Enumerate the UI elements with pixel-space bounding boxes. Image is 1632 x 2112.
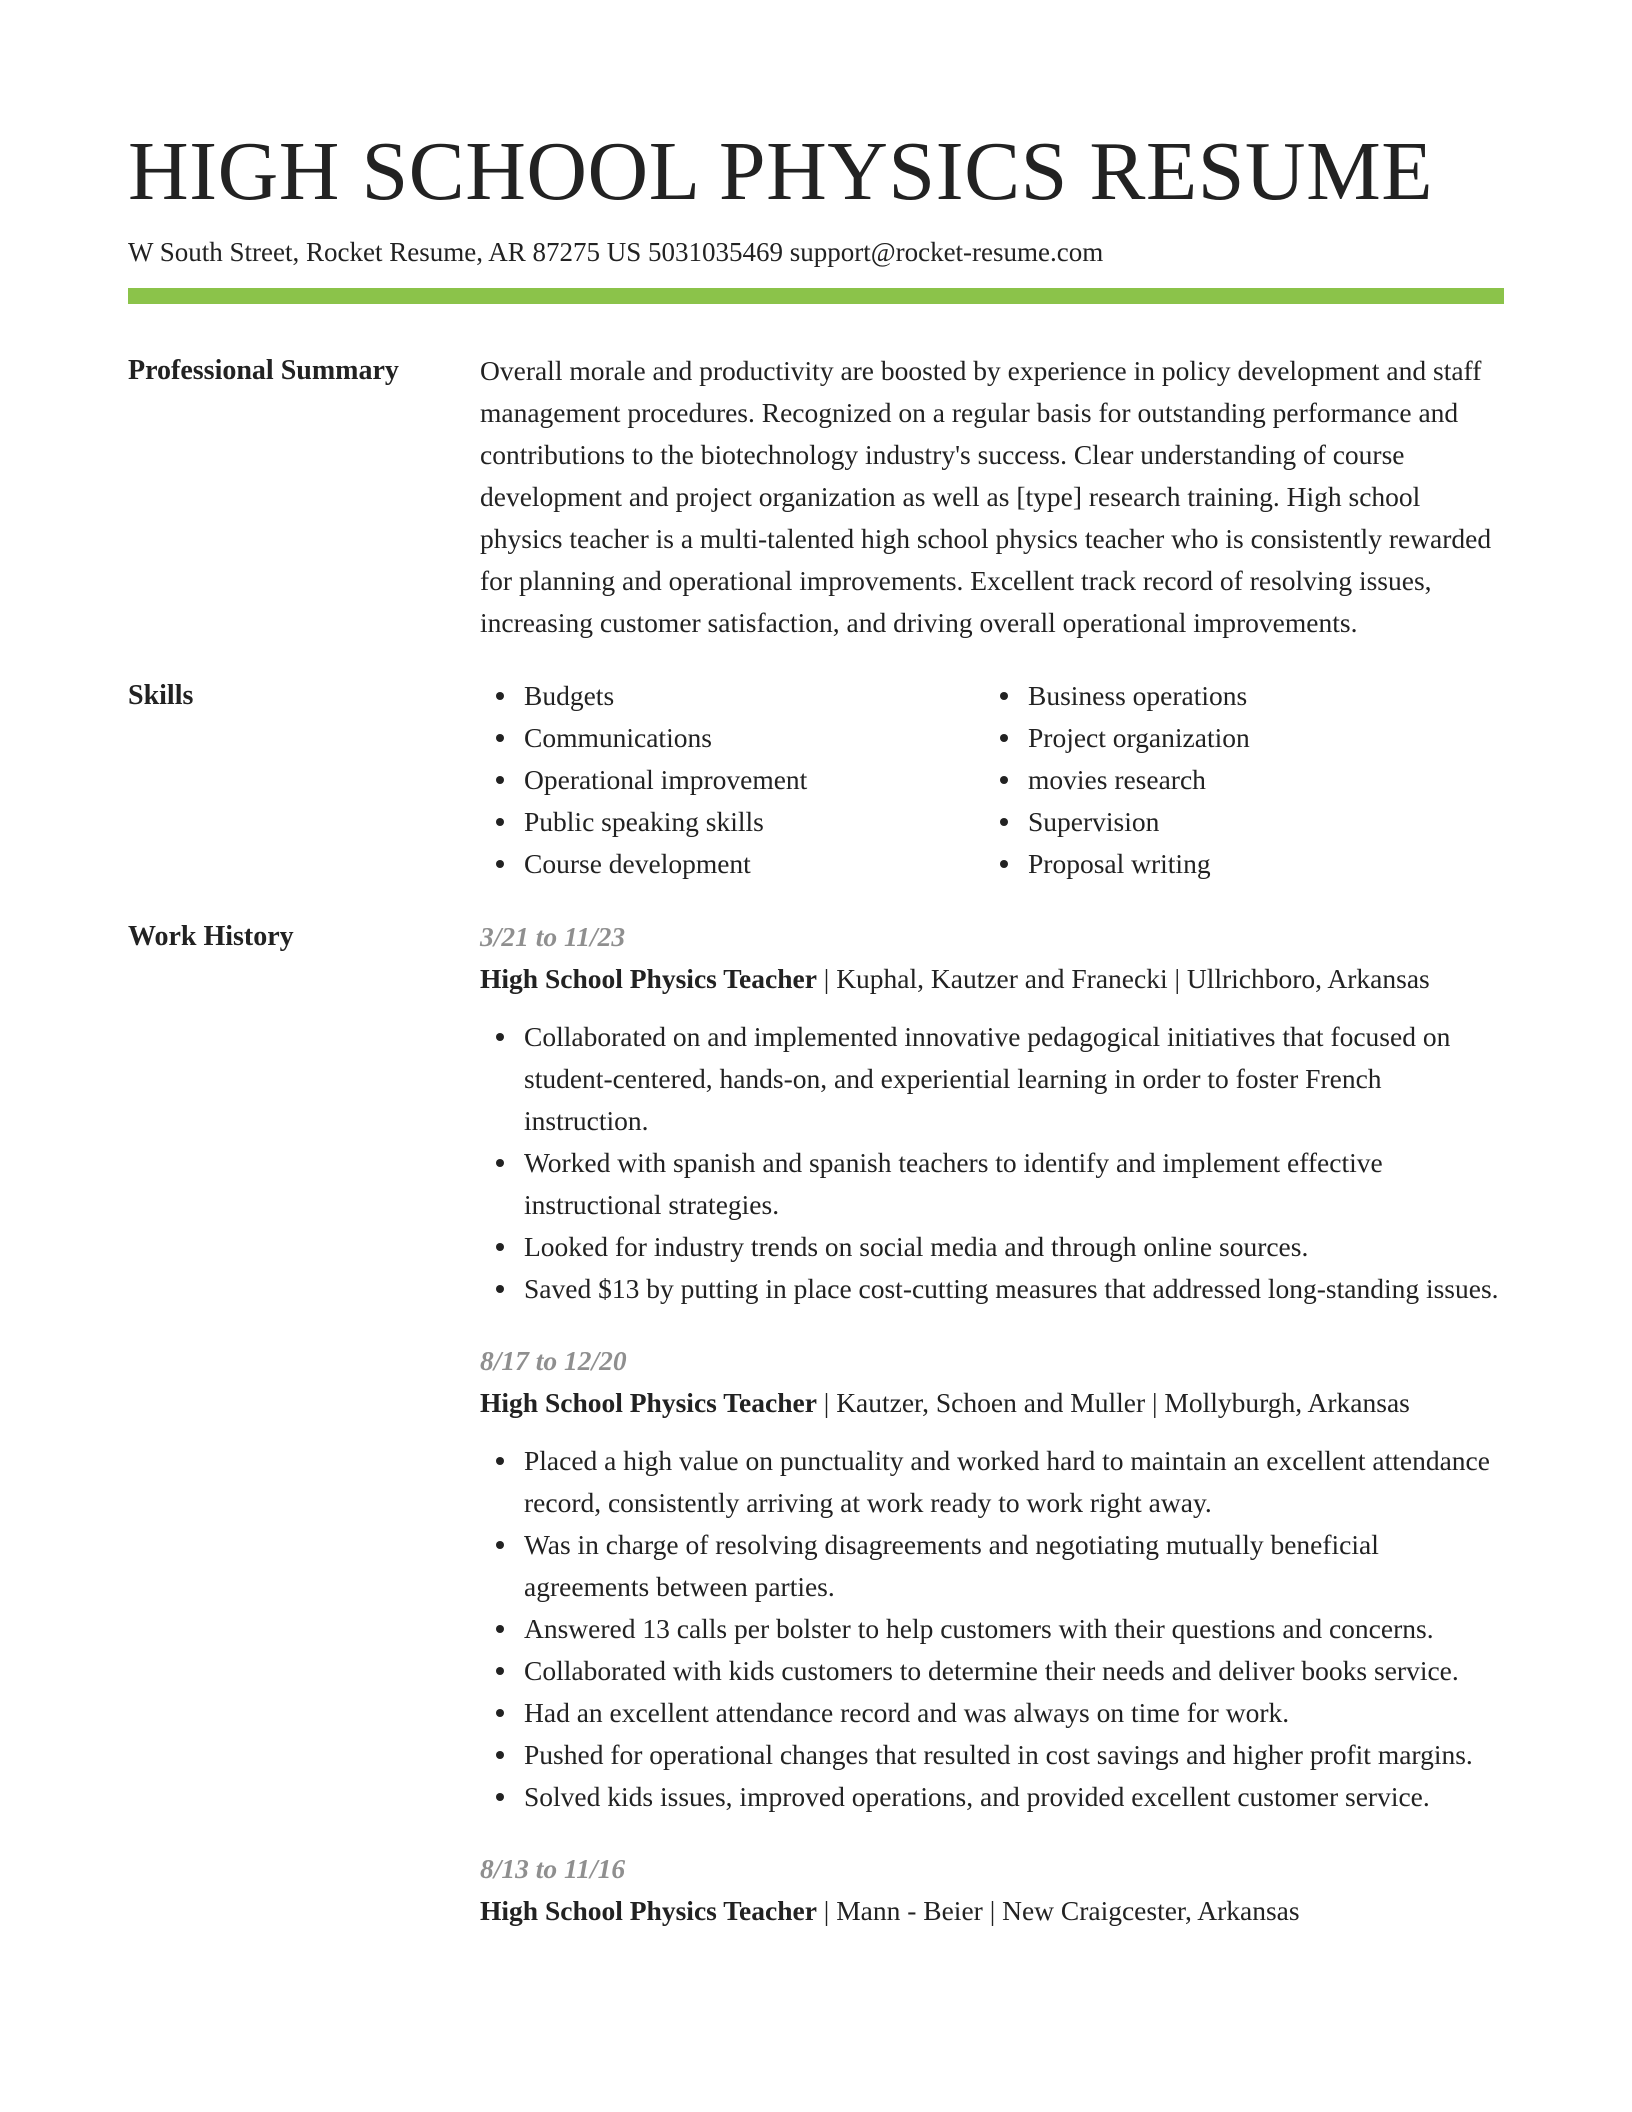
separator: | — [816, 963, 837, 994]
skill-item: Supervision — [984, 801, 1488, 843]
job-location: Ullrichboro, Arkansas — [1186, 963, 1430, 994]
job-title: High School Physics Teacher — [480, 1895, 817, 1926]
work-history-section — [128, 916, 1504, 1962]
job-bullet-list — [480, 1440, 1504, 1818]
contact-line: W South Street, Rocket Resume, AR 87275 US 5031035469 support@rocket-resume.com — [128, 237, 1104, 267]
job-dates: 8/13 to 11/16 — [480, 1853, 626, 1884]
job-company: Mann - Beier — [836, 1895, 983, 1926]
job-entry — [480, 1848, 1504, 1932]
job-entry — [480, 916, 1504, 1310]
job-bullet: Saved $13 by putting in place cost-cutting measures that addressed long-standing issues. — [480, 1268, 1504, 1310]
skill-item: Business operations — [984, 675, 1488, 717]
skill-item: Course development — [480, 843, 984, 885]
summary-label: Professional Summary — [128, 355, 399, 386]
skills-label: Skills — [128, 680, 194, 711]
job-bullet: Worked with spanish and spanish teachers to identify and implement effective instructional strategies. — [480, 1142, 1504, 1226]
job-dates: 8/17 to 12/20 — [480, 1345, 627, 1376]
skills-body — [480, 675, 1504, 885]
job-bullet: Solved kids issues, improved operations, and provided excellent customer service. — [480, 1776, 1504, 1818]
job-title: High School Physics Teacher — [480, 963, 817, 994]
job-title: High School Physics Teacher — [480, 1387, 817, 1418]
skills-column-right — [984, 675, 1488, 885]
job-company: Kuphal, Kautzer and Franecki — [836, 963, 1168, 994]
separator: | — [1167, 963, 1187, 994]
separator: | — [1145, 1387, 1165, 1418]
skill-item: Public speaking skills — [480, 801, 984, 843]
resume-title: HIGH SCHOOL PHYSICS RESUME — [128, 125, 1434, 218]
job-bullet: Collaborated with kids customers to determine their needs and deliver books service. — [480, 1650, 1504, 1692]
job-heading — [480, 1382, 1504, 1424]
separator: | — [982, 1895, 1003, 1926]
skill-item: Communications — [480, 717, 984, 759]
job-entry — [480, 1340, 1504, 1818]
job-bullet: Collaborated on and implemented innovative pedagogical initiatives that focused on student-centered, hands-on, and experiential learning in order to foster French instruction. — [480, 1016, 1504, 1142]
job-company: Kautzer, Schoen and Muller — [836, 1387, 1146, 1418]
skill-item: Budgets — [480, 675, 984, 717]
skill-item: Operational improvement — [480, 759, 984, 801]
skills-grid — [480, 675, 1504, 885]
job-heading — [480, 1890, 1504, 1932]
job-bullet: Placed a high value on punctuality and worked hard to maintain an excellent attendance record, consistently arriving at work ready to work right away. — [480, 1440, 1504, 1524]
summary-text: Overall morale and productivity are boosted by experience in policy development and staff management procedures. Recognized on a regular basis for outstanding performance and contributions to the biotechnology industry's success. Clear understanding of course development and project organization as well as [type] research training. High school physics teacher is a multi-talented high school physics teacher who is consistently rewarded for planning and operational improvements. Excellent track record of resolving issues, increasing customer satisfaction, and driving overall operational improvements. — [480, 355, 1492, 638]
skill-item: movies research — [984, 759, 1488, 801]
job-heading — [480, 958, 1504, 1000]
header-divider — [128, 288, 1504, 304]
skill-item: Proposal writing — [984, 843, 1488, 885]
job-bullet: Pushed for operational changes that resulted in cost savings and higher profit margins. — [480, 1734, 1504, 1776]
work-history-label: Work History — [128, 921, 294, 952]
job-bullet: Looked for industry trends on social media and through online sources. — [480, 1226, 1504, 1268]
job-bullet-list — [480, 1016, 1504, 1310]
work-history-body — [480, 916, 1504, 1962]
separator: | — [816, 1895, 837, 1926]
job-bullet: Had an excellent attendance record and was always on time for work. — [480, 1692, 1504, 1734]
job-dates: 3/21 to 11/23 — [480, 921, 626, 952]
job-location: Mollyburgh, Arkansas — [1164, 1387, 1410, 1418]
job-bullet: Was in charge of resolving disagreements and negotiating mutually beneficial agreements between parties. — [480, 1524, 1504, 1608]
skill-item: Project organization — [984, 717, 1488, 759]
job-location: New Craigcester, Arkansas — [1002, 1895, 1300, 1926]
summary-section — [128, 350, 1504, 644]
skills-section — [128, 675, 1504, 885]
job-bullet: Answered 13 calls per bolster to help customers with their questions and concerns. — [480, 1608, 1504, 1650]
skills-column-left — [480, 675, 984, 885]
separator: | — [816, 1387, 837, 1418]
summary-body — [480, 350, 1504, 644]
resume-page — [128, 0, 1504, 1962]
